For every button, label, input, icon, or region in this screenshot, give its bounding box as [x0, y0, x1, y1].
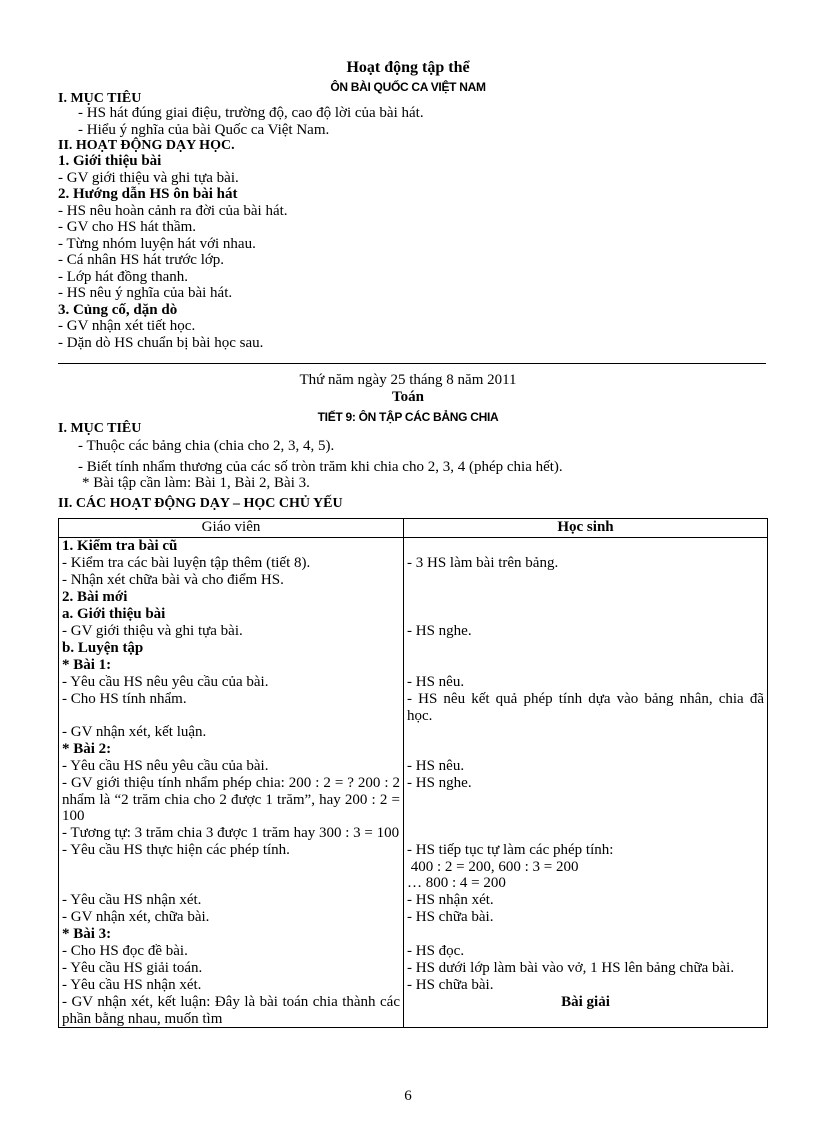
- student-line: [407, 606, 764, 623]
- table-row: [59, 538, 768, 1028]
- student-line: [407, 825, 764, 842]
- lesson-activities-heading: II. CÁC HOẠT ĐỘNG DẠY – HỌC CHỦ YẾU: [58, 496, 343, 511]
- activity-sections: [58, 153, 288, 351]
- student-line: - HS chữa bài.: [407, 909, 494, 925]
- teacher-line: - Kiểm tra các bài luyện tập thêm (tiết 8).: [62, 555, 311, 571]
- table-header-row: [59, 519, 768, 538]
- lesson-objectives-heading: I. MỤC TIÊU: [58, 421, 142, 436]
- section-line: - Từng nhóm luyện hát với nhau.: [58, 235, 256, 252]
- student-column-header: Học sinh: [404, 519, 768, 538]
- student-line: [407, 589, 764, 606]
- teacher-line: - GV nhận xét, kết luận: Đây là bài toán chia thành các phần bằng nhau, muốn tìm: [62, 994, 400, 1027]
- lesson-title: TIẾT 9: ÔN TẬP CÁC BẢNG CHIA: [317, 410, 499, 424]
- student-line: - HS nghe.: [407, 623, 472, 639]
- student-line: - HS nêu.: [407, 758, 465, 774]
- section-line: - Lớp hát đồng thanh.: [58, 268, 188, 285]
- student-line: - HS nêu.: [407, 674, 465, 690]
- teacher-line: - GV giới thiệu tính nhẩm phép chia: 200 : 2 = ? 200 : 2 nhẩm là “2 trăm chia cho 2 được 1 trăm”, hay 200 : 2 = 100: [62, 775, 400, 824]
- student-line: Bài giải: [561, 994, 610, 1010]
- student-line: - HS dưới lớp làm bài vào vở, 1 HS lên bảng chữa bài.: [407, 960, 735, 976]
- teacher-line: * Bài 3:: [62, 926, 112, 942]
- student-line: [407, 741, 764, 758]
- lesson-date: Thứ năm ngày 25 tháng 8 năm 2011: [299, 372, 517, 388]
- section-line: - HS nêu ý nghĩa của bài hát.: [58, 285, 233, 301]
- teacher-line: - Tương tự: 3 trăm chia 3 được 1 trăm hay 300 : 3 = 100: [62, 825, 400, 841]
- section-divider: [58, 363, 766, 364]
- objective-item: - HS hát đúng giai điệu, trường độ, cao độ lời của bài hát.: [78, 105, 424, 121]
- teacher-line: - Yêu cầu HS nêu yêu cầu của bài.: [62, 758, 269, 774]
- section-line: - Cá nhân HS hát trước lớp.: [58, 252, 225, 268]
- student-line: - HS nhận xét.: [407, 892, 494, 908]
- teacher-line: * Bài 2:: [62, 741, 112, 757]
- section-line: - Dặn dò HS chuẩn bị bài học sau.: [58, 334, 264, 351]
- student-line: [407, 640, 764, 657]
- student-line: - HS nêu kết quả phép tính dựa vào bảng nhân, chia đã học.: [407, 691, 764, 724]
- teacher-column: [59, 538, 404, 1028]
- student-line: - 3 HS làm bài trên bảng.: [407, 555, 559, 571]
- page-number: 6: [404, 1088, 412, 1104]
- objectives-heading: I. MỤC TIÊU: [58, 91, 142, 106]
- section-heading: 3. Củng cố, dặn dò: [58, 301, 178, 318]
- teacher-line: a. Giới thiệu bài: [62, 606, 166, 622]
- teacher-line: - Cho HS tính nhẩm.: [62, 691, 187, 707]
- section-heading: 2. Hướng dẫn HS ôn bài hát: [58, 186, 238, 202]
- objectives-list: [78, 105, 424, 138]
- student-line: [407, 724, 764, 741]
- lesson-objective-item: - Biết tính nhẩm thương của các số tròn trăm khi chia cho 2, 3, 4 (phép chia hết).: [78, 458, 563, 475]
- teacher-line: - GV nhận xét, chữa bài.: [62, 909, 210, 925]
- section-line: - GV cho HS hát thầm.: [58, 219, 197, 235]
- teacher-line: 2. Bài mới: [62, 589, 128, 605]
- student-line: - HS đọc.: [407, 943, 465, 959]
- teacher-line: - Yêu cầu HS thực hiện các phép tính.: [62, 842, 290, 858]
- student-line: - HS nghe.: [407, 775, 472, 791]
- teacher-line: - Yêu cầu HS nêu yêu cầu của bài.: [62, 674, 269, 690]
- teacher-line: - Cho HS đọc đề bài.: [62, 943, 188, 959]
- teacher-line: - Nhận xét chữa bài và cho điểm HS.: [62, 572, 284, 588]
- student-line: [407, 926, 764, 943]
- lesson-objective-item: - Thuộc các bảng chia (chia cho 2, 3, 4, 5).: [78, 438, 335, 454]
- teacher-line: 1. Kiểm tra bài cũ: [62, 538, 178, 554]
- section-heading: 1. Giới thiệu bài: [58, 153, 162, 169]
- lesson-activities-table: [58, 518, 768, 1028]
- lesson-objective-item: * Bài tập cần làm: Bài 1, Bài 2, Bài 3.: [82, 475, 310, 491]
- student-line: [407, 572, 764, 589]
- lesson-subject: Toán: [392, 389, 424, 405]
- activity-title: Hoạt động tập thể: [346, 59, 470, 76]
- teacher-line: - GV nhận xét, kết luận.: [62, 724, 207, 740]
- section-line: - GV nhận xét tiết học.: [58, 318, 196, 334]
- activity-subtitle: ÔN BÀI QUỐC CA VIỆT NAM: [330, 80, 486, 94]
- activities-heading: II. HOẠT ĐỘNG DẠY HỌC.: [58, 138, 235, 153]
- objective-item: - Hiểu ý nghĩa của bài Quốc ca Việt Nam.: [78, 121, 330, 138]
- section-line: - GV giới thiệu và ghi tựa bài.: [58, 169, 239, 186]
- lesson-objectives-list: [78, 438, 563, 492]
- student-line: - HS chữa bài.: [407, 977, 494, 993]
- teacher-line: - Yêu cầu HS nhận xét.: [62, 892, 202, 908]
- student-column: [404, 538, 768, 1028]
- student-line: [407, 657, 764, 674]
- student-line: - HS tiếp tục tự làm các phép tính: 400 : 2 = 200, 600 : 3 = 200 … 800 : 4 = 200: [407, 842, 614, 891]
- table-body: [59, 538, 768, 1028]
- student-line: [407, 538, 764, 555]
- teacher-line: - Yêu cầu HS nhận xét.: [62, 977, 202, 993]
- teacher-column-header: Giáo viên: [59, 519, 404, 538]
- teacher-line: b. Luyện tập: [62, 640, 144, 656]
- teacher-line: - Yêu cầu HS giải toán.: [62, 960, 203, 976]
- teacher-line: - GV giới thiệu và ghi tựa bài.: [62, 623, 243, 639]
- teacher-line: * Bài 1:: [62, 657, 112, 673]
- section-line: - HS nêu hoàn cảnh ra đời của bài hát.: [58, 202, 288, 219]
